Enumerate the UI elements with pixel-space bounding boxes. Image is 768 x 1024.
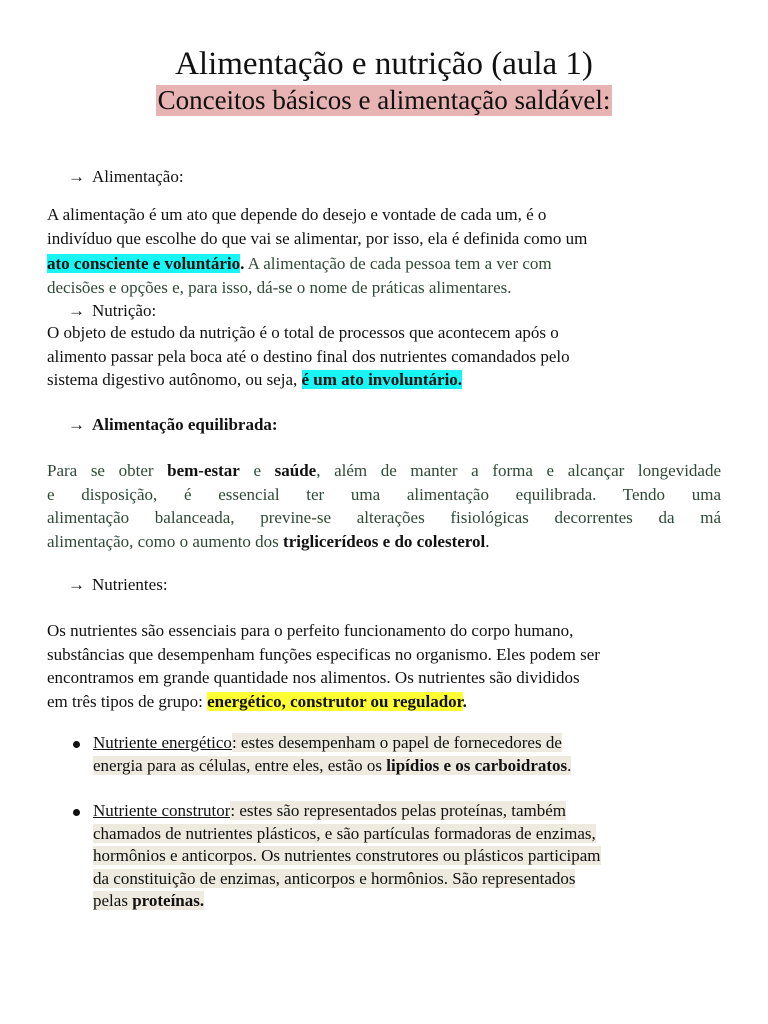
bullet-icon (73, 809, 80, 816)
text-line: alimento passar pela boca até o destino final dos nutrientes comandados pelo (47, 346, 570, 366)
highlight-grupos: energético, construtor ou regulador (207, 691, 463, 711)
text-part (93, 891, 204, 910)
page-subtitle: Conceitos básicos e alimentação saldável: (157, 85, 611, 115)
text-part: e (239, 461, 275, 480)
text-line: decisões e opções e, para isso, dá-se o nome de práticas alimentares. (47, 277, 512, 297)
heading-text: Alimentação equilibrada: (92, 415, 278, 434)
text-part: da constituição de enzimas, anticorpos e hormônios. São representados (93, 868, 576, 888)
text-line: encontramos em grande quantidade nos alimentos. Os nutrientes são divididos (47, 668, 580, 687)
text-line (93, 823, 733, 846)
period: . (240, 254, 245, 273)
list-item-body (93, 732, 733, 777)
right-arrow-icon: → (68, 415, 85, 434)
text-continuation: A alimentação de cada pessoa tem a ver com (244, 254, 552, 273)
text-line (93, 732, 733, 755)
paragraph-nutricao (47, 321, 721, 392)
paragraph-nutrientes (47, 619, 721, 713)
term-nutriente-energetico: Nutriente energético (93, 733, 232, 752)
term-nutriente-construtor: Nutriente construtor (93, 801, 231, 820)
bold-trigliceridios: triglicerídeos e do colesterol (283, 531, 486, 551)
text-line (47, 368, 721, 392)
bold-proteinas: proteínas. (132, 891, 205, 910)
bullet-icon (73, 741, 80, 748)
text-part (93, 756, 571, 775)
text-line: alimentação balanceada, previne-se alterações fisiológicas decorrentes da má (47, 508, 721, 527)
heading-text: Nutrientes: (92, 575, 168, 594)
text-line: substâncias que desempenham funções especificas no organismo. Eles podem ser (47, 644, 600, 664)
text-part: : estes são representados pelas proteínas, também (230, 801, 567, 820)
heading-nutricao (68, 300, 156, 322)
text-line (93, 845, 733, 868)
text-line: indivíduo que escolhe do que vai se alimentar, por isso, ela é definida como um (47, 228, 588, 248)
text-part: Para se obter (47, 461, 168, 480)
text-prefix: pelas (93, 891, 133, 910)
heading-nutrientes (68, 574, 168, 596)
bold-lipidios-carboidratos: lipídios e os carboidratos (386, 755, 568, 775)
text-part: alimentação, como o aumento dos (47, 531, 284, 551)
right-arrow-icon: → (68, 167, 85, 186)
text-prefix: em três tipos de grupo: (47, 691, 208, 711)
heading-text: Nutrição: (92, 301, 157, 320)
text-line: O objeto de estudo da nutrição é o total de processos que acontecem após o (47, 323, 559, 342)
list-item-body (93, 800, 733, 913)
text-line (47, 459, 721, 483)
subtitle-wrap (0, 85, 768, 116)
text-part: : estes desempenham o papel de fornecedores de (231, 733, 562, 752)
paragraph-alimentacao (47, 203, 721, 299)
heading-alimentacao-equilibrada (68, 414, 278, 436)
right-arrow-icon: → (68, 575, 85, 594)
text-line: A alimentação é um ato que depende do desejo e vontade de cada um, é o (47, 205, 547, 224)
text-line: Os nutrientes são essenciais para o perfeito funcionamento do corpo humano, (47, 621, 574, 640)
text-line (47, 530, 721, 554)
text-part: . (485, 531, 490, 551)
text-line (93, 755, 733, 778)
text-line (47, 690, 721, 714)
highlight-ato-involuntario: é um ato involuntário. (301, 370, 463, 389)
bold-saude: saúde (274, 461, 317, 480)
text-prefix: sistema digestivo autônomo, ou seja, (47, 370, 302, 389)
period: . (567, 755, 572, 775)
heading-text: Alimentação: (92, 167, 184, 186)
paragraph-equilibrada (47, 459, 721, 553)
right-arrow-icon: → (68, 301, 85, 320)
page-title: Alimentação e nutrição (aula 1) (175, 46, 593, 82)
text-line (93, 800, 733, 823)
highlight-ato-consciente: ato consciente e voluntário (47, 254, 241, 273)
text-part: chamados de nutrientes plásticos, e são partículas formadoras de enzimas, (93, 823, 596, 843)
text-line (93, 890, 733, 913)
heading-alimentacao (68, 166, 184, 188)
text-line (47, 252, 721, 276)
text-line: e disposição, é essencial ter uma alimentação equilibrada. Tendo uma (47, 484, 721, 504)
text-prefix: energia para as células, entre eles, estão os (93, 755, 387, 775)
bold-bem-estar: bem-estar (167, 461, 240, 480)
period: . (462, 691, 467, 711)
text-part: hormônios e anticorpos. Os nutrientes construtores ou plásticos participam (93, 846, 601, 865)
text-part: , além de manter a forma e alcançar longevidade (316, 461, 722, 480)
text-line (93, 868, 733, 891)
